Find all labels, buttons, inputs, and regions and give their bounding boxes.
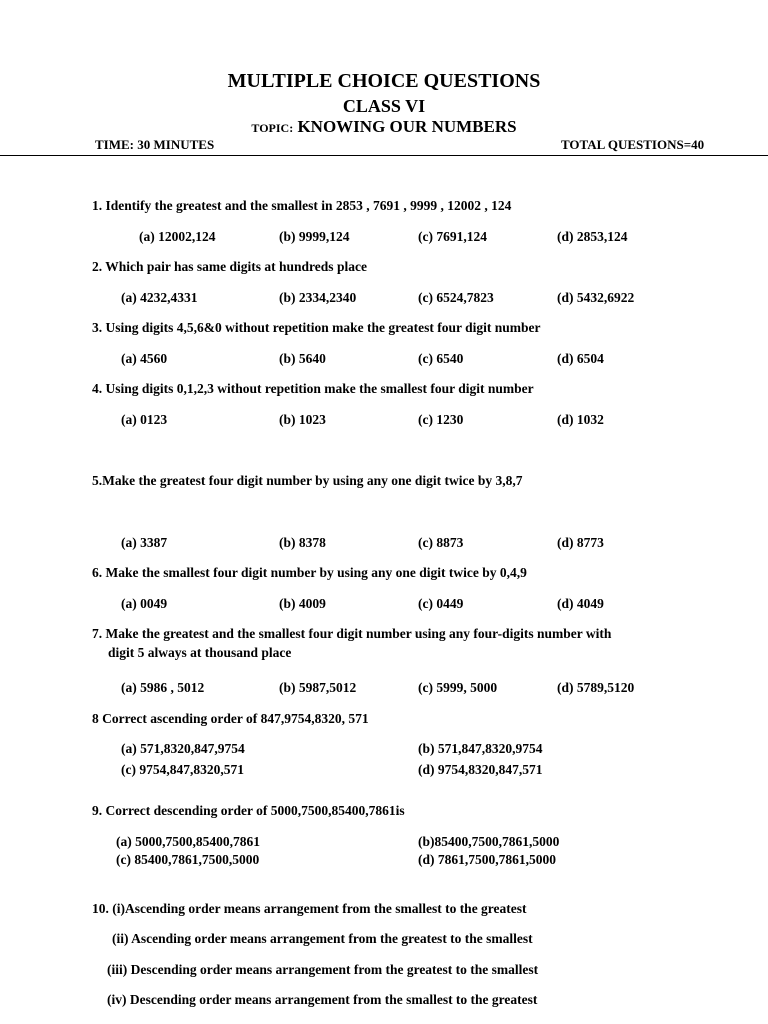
q1-option-a: (a) 12002,124 [139, 229, 216, 244]
q2-option-a: (a) 4232,4331 [121, 290, 198, 305]
q8-option-d: (d) 9754,8320,847,571 [418, 762, 543, 777]
question-1: 1. Identify the greatest and the smallest in 2853 , 7691 , 9999 , 12002 , 124 [92, 198, 512, 213]
topic-line [0, 117, 768, 137]
q3-option-c: (c) 6540 [418, 351, 464, 366]
q6-option-d: (d) 4049 [557, 596, 604, 611]
question-6: 6. Make the smallest four digit number by using any one digit twice by 0,4,9 [92, 565, 527, 580]
q1-option-b: (b) 9999,124 [279, 229, 350, 244]
question-9: 9. Correct descending order of 5000,7500,85400,7861is [92, 803, 405, 818]
question-3: 3. Using digits 4,5,6&0 without repetition make the greatest four digit number [92, 320, 541, 335]
q4-option-a: (a) 0123 [121, 412, 168, 427]
total-questions-label: TOTAL QUESTIONS=40 [561, 137, 705, 152]
worksheet-title: MULTIPLE CHOICE QUESTIONS [227, 70, 541, 92]
q6-option-a: (a) 0049 [121, 596, 168, 611]
q5-option-c: (c) 8873 [418, 535, 464, 550]
q3-option-d: (d) 6504 [557, 351, 604, 366]
question-5: 5.Make the greatest four digit number by using any one digit twice by 3,8,7 [92, 473, 523, 488]
q7-option-c: (c) 5999, 5000 [418, 680, 498, 695]
q5-option-b: (b) 8378 [279, 535, 326, 550]
question-7-line-2: digit 5 always at thousand place [108, 645, 292, 660]
q2-option-b: (b) 2334,2340 [279, 290, 357, 305]
question-7: 7. Make the greatest and the smallest four digit number using any four-digits number with [92, 626, 612, 641]
header-divider [0, 155, 768, 156]
time-label: TIME: 30 MINUTES [95, 137, 215, 152]
q7-option-d: (d) 5789,5120 [557, 680, 635, 695]
question-8: 8 Correct ascending order of 847,9754,8320, 571 [92, 711, 369, 726]
q9-option-d: (d) 7861,7500,7861,5000 [418, 852, 556, 867]
q9-option-b: (b)85400,7500,7861,5000 [418, 834, 560, 849]
q3-option-b: (b) 5640 [279, 351, 326, 366]
class-label: CLASS VI [342, 96, 426, 116]
q8-option-b: (b) 571,847,8320,9754 [418, 741, 543, 756]
q2-option-c: (c) 6524,7823 [418, 290, 494, 305]
question-4: 4. Using digits 0,1,2,3 without repetition make the smallest four digit number [92, 381, 534, 396]
q9-option-a: (a) 5000,7500,85400,7861 [116, 834, 260, 849]
q4-option-b: (b) 1023 [279, 412, 326, 427]
question-10: 10. (i)Ascending order means arrangement from the smallest to the greatest [92, 901, 527, 916]
q3-option-a: (a) 4560 [121, 351, 168, 366]
question-2: 2. Which pair has same digits at hundreds place [92, 259, 367, 274]
q6-option-b: (b) 4009 [279, 596, 326, 611]
q7-option-a: (a) 5986 , 5012 [121, 680, 205, 695]
q6-option-c: (c) 0449 [418, 596, 464, 611]
q5-option-d: (d) 8773 [557, 535, 604, 550]
q4-option-c: (c) 1230 [418, 412, 464, 427]
topic-name: KNOWING OUR NUMBERS [297, 117, 517, 136]
q8-option-a: (a) 571,8320,847,9754 [121, 741, 245, 756]
q2-option-d: (d) 5432,6922 [557, 290, 635, 305]
q10-statement-iii: (iii) Descending order means arrangement from the greatest to the smallest [107, 962, 539, 977]
q1-option-c: (c) 7691,124 [418, 229, 487, 244]
q7-option-b: (b) 5987,5012 [279, 680, 357, 695]
q1-option-d: (d) 2853,124 [557, 229, 628, 244]
q10-statement-ii: (ii) Ascending order means arrangement from the greatest to the smallest [112, 931, 533, 946]
q8-option-c: (c) 9754,847,8320,571 [121, 762, 244, 777]
topic-label: TOPIC: [251, 121, 294, 135]
q9-option-c: (c) 85400,7861,7500,5000 [116, 852, 260, 867]
q10-statement-iv: (iv) Descending order means arrangement from the smallest to the greatest [107, 992, 538, 1007]
q5-option-a: (a) 3387 [121, 535, 168, 550]
q4-option-d: (d) 1032 [557, 412, 604, 427]
